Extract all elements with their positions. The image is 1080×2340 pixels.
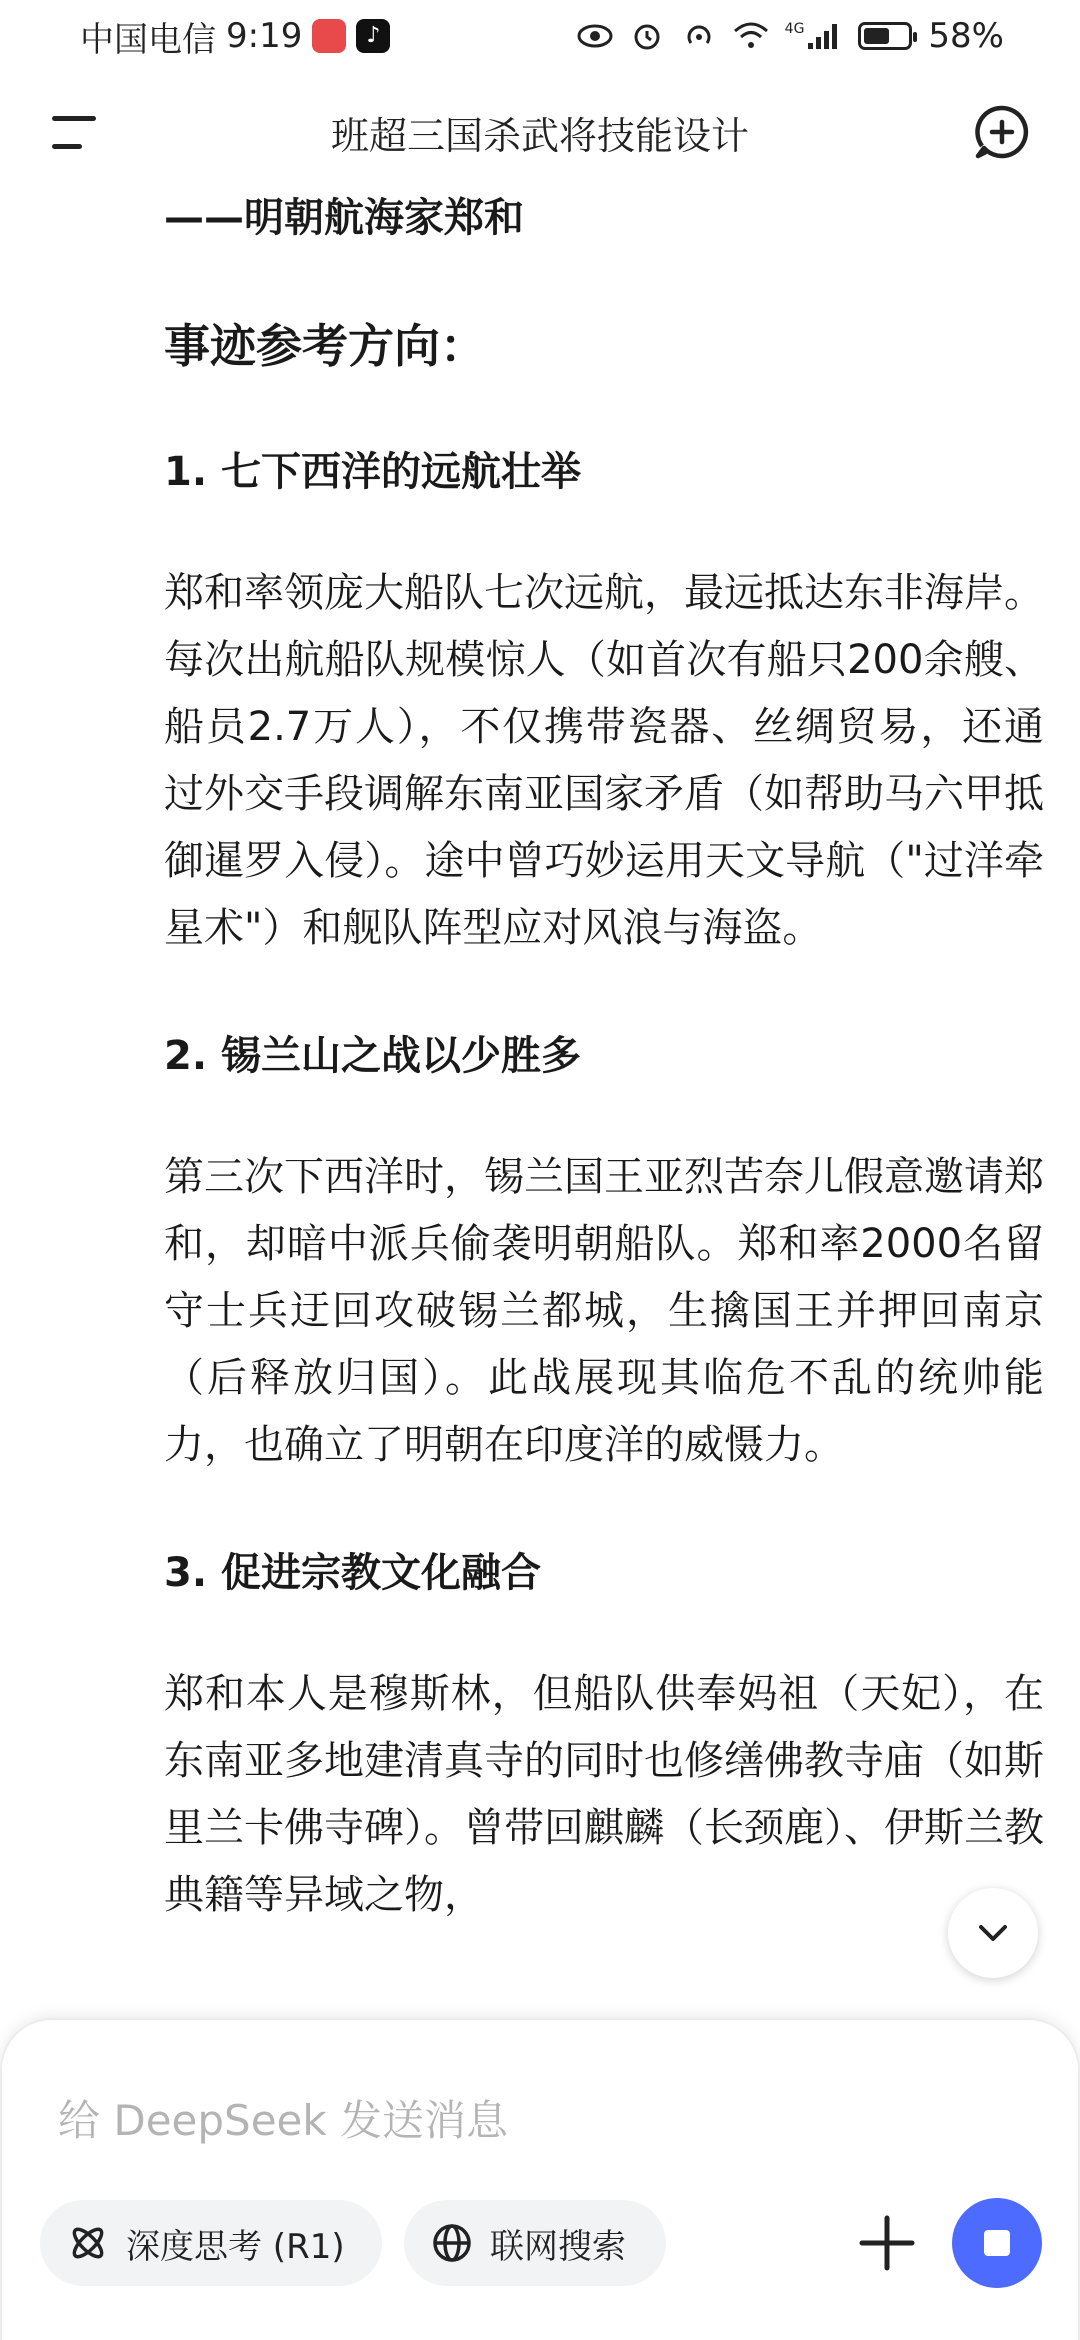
paragraph-2: 第三次下西洋时，锡兰国王亚烈苦奈儿假意邀请郑和，却暗中派兵偷袭明朝船队。郑和率2000名留守士兵迂回攻破锡兰都城，生擒国王并押回南京（后释放归国）。此战展现其临危不乱的统帅能力，也确立了明朝在印度洋的威慑力。 xyxy=(164,1154,1044,1468)
battery-level xyxy=(864,28,888,44)
app-notification-icon xyxy=(312,19,346,53)
status-bar xyxy=(0,0,1080,72)
deep-think-toggle[interactable] xyxy=(40,2200,382,2286)
subheading-1: 1. 七下西洋的远航壮举 xyxy=(164,449,581,495)
globe-icon xyxy=(430,2221,474,2265)
chat-title: 班超三国杀武将技能设计 xyxy=(330,113,749,158)
subheading-2: 2. 锡兰山之战以少胜多 xyxy=(164,1033,581,1079)
chat-response xyxy=(164,180,1044,2025)
battery-percent: 58% xyxy=(928,16,1004,56)
eye-icon xyxy=(577,21,613,51)
composer-panel xyxy=(0,2018,1080,2340)
battery-icon xyxy=(858,22,912,50)
top-bar xyxy=(0,92,1080,172)
message-input[interactable] xyxy=(58,2080,958,2160)
tiktok-icon: ♪ xyxy=(356,19,390,53)
stop-icon xyxy=(984,2230,1010,2256)
hotspot-icon xyxy=(681,21,717,51)
network-type: 4G xyxy=(784,21,805,37)
carrier-label: 中国电信 xyxy=(80,19,216,60)
chevron-down-icon xyxy=(973,1913,1013,1953)
paragraph-3: 郑和本人是穆斯林，但船队供奉妈祖（天妃），在东南亚多地建清真寺的同时也修缮佛教寺庙（如斯里兰卡佛寺碑）。曾带回麒麟（长颈鹿）、伊斯兰教典籍等异域之物， xyxy=(164,1671,1044,1918)
web-search-toggle[interactable] xyxy=(404,2200,666,2286)
web-search-label: 联网搜索 xyxy=(490,2226,626,2267)
paragraph-1: 郑和率领庞大船队七次远航，最远抵达东非海岸。每次出航船队规模惊人（如首次有船只200余艘、船员2.7万人），不仅携带瓷器、丝绸贸易，还通过外交手段调解东南亚国家矛盾（如帮助马六甲抵御暹罗入侵）。途中曾巧妙运用天文导航（"过洋牵星术"）和舰队阵型应对风浪与海盗。 xyxy=(164,570,1044,951)
status-left xyxy=(80,12,390,61)
intro-line: ——明朝航海家郑和 xyxy=(164,195,524,241)
status-right xyxy=(577,16,1004,56)
stop-button[interactable] xyxy=(952,2198,1042,2288)
new-chat-icon[interactable] xyxy=(972,102,1032,162)
wifi-icon xyxy=(733,21,769,51)
clock: 9:19 xyxy=(226,16,303,56)
signal-icon xyxy=(806,21,842,51)
atom-icon xyxy=(66,2221,110,2265)
subheading-3: 3. 促进宗教文化融合 xyxy=(164,1550,541,1596)
alarm-icon xyxy=(629,21,665,51)
menu-icon[interactable] xyxy=(52,110,104,154)
scroll-to-bottom-button[interactable] xyxy=(948,1888,1038,1978)
plus-icon[interactable] xyxy=(854,2210,920,2276)
section-heading: 事迹参考方向： xyxy=(164,319,486,373)
deep-think-label: 深度思考 (R1) xyxy=(126,2226,345,2267)
